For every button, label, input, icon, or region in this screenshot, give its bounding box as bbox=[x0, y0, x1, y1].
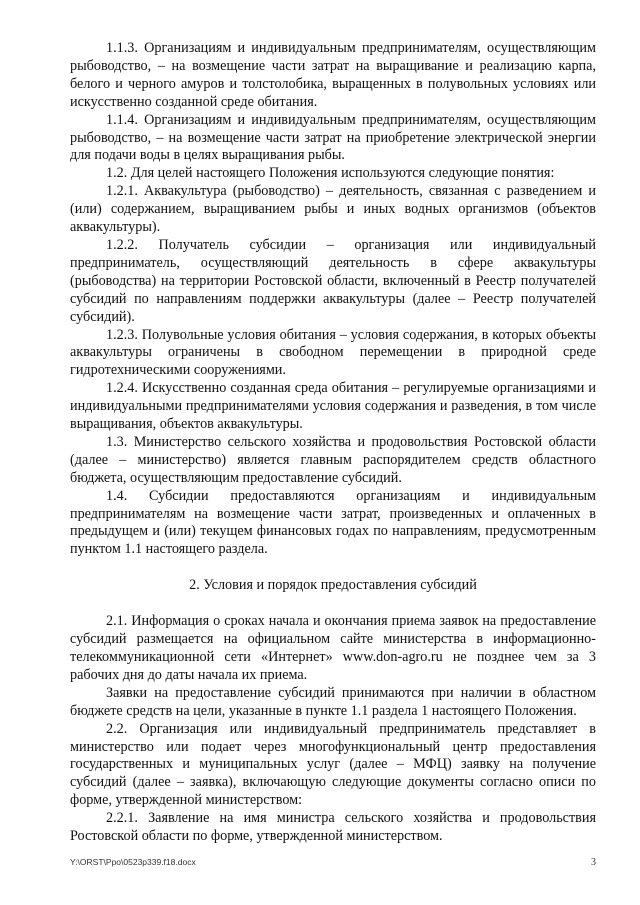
paragraph-1-1-4: 1.1.4. Организациям и индивидуальным предпринимателям, осуществляющим рыбоводство, – на возмещение части затрат на приобретение электрической энергии для подачи воды в целях выращивания рыбы. bbox=[70, 111, 596, 164]
section-heading: 2. Условия и порядок предоставления субсидий bbox=[189, 577, 477, 594]
page-number: 3 bbox=[591, 857, 596, 868]
file-path: Y:\ORST\Ppo\0523p339.f18.docx bbox=[70, 857, 196, 867]
paragraph-1-3: 1.3. Министерство сельского хозяйства и продовольствия Ростовской области (далее – министерство) является главным распорядителем средств областного бюджета, осуществляющим предоставление субсидий. bbox=[70, 433, 596, 486]
paragraph-1-1-3: 1.1.3. Организациям и индивидуальным предпринимателям, осуществляющим рыбоводство, – на возмещение части затрат на выращивание и реализацию карпа, белого и черного амуров и толстолобика, выращенных в полувольных условиях или искусственно созданной среде обитания. bbox=[70, 40, 596, 110]
paragraph-1-2-3: 1.2.3. Полувольные условия обитания – условия содержания, в которых объекты аквакультуры ограничены в свободном перемещении в природной среде гидротехническими сооружениями. bbox=[70, 326, 596, 379]
paragraph-2-1: 2.1. Информация о сроках начала и окончания приема заявок на предоставление субсидий размещается на официальном сайте министерства в информационно-телекоммуникационной сети «Интернет» www.don-agro.ru не позднее чем за 3 рабочих дня до даты начала их приема. bbox=[70, 613, 596, 683]
paragraph-1-4: 1.4. Субсидии предоставляются организациям и индивидуальным предпринимателям на возмещение части затрат, произведенных и оплаченных в предыдущем и (или) текущем финансовых годах по направлениям, предусмотренным пунктом 1.1 настоящего раздела. bbox=[70, 487, 596, 558]
paragraph-1-2-4: 1.2.4. Искусственно созданная среда обитания – регулируемые организациями и индивидуальными предпринимателями условия содержания и разведения, в том числе выращивания, объектов аквакультуры. bbox=[70, 380, 596, 433]
paragraph-2-2-1: 2.2.1. Заявление на имя министра сельского хозяйства и продовольствия Ростовской области по форме, утвержденной министерством. bbox=[70, 810, 596, 845]
paragraph-1-2: 1.2. Для целей настоящего Положения используются следующие понятия: bbox=[106, 165, 555, 182]
paragraph-1-2-1: 1.2.1. Аквакультура (рыбоводство) – деятельность, связанная с разведением и (или) содержанием, выращиванием рыбы и иных водных организмов (объектов аквакультуры). bbox=[70, 183, 596, 236]
document-body bbox=[70, 40, 596, 846]
paragraph-2-2: 2.2. Организация или индивидуальный предприниматель представляет в министерство или подает через многофункциональный центр предоставления государственных и муниципальных услуг (далее – МФЦ) заявку на получение субсидий (далее – заявка), включающую следующие документы согласно описи по форме, утвержденной министерством: bbox=[70, 720, 596, 809]
paragraph-applications: Заявки на предоставление субсидий принимаются при наличии в областном бюджете средств на цели, указанные в пункте 1.1 раздела 1 настоящего Положения. bbox=[70, 684, 596, 719]
paragraph-1-2-2: 1.2.2. Получатель субсидии – организация или индивидуальный предприниматель, осуществляющий деятельность в сфере аквакультуры (рыбоводства) на территории Ростовской области, включенный в Реестр получателей субсидий по направлениям поддержки аквакультуры (далее – Реестр получателей субсидий). bbox=[70, 236, 596, 325]
page-footer bbox=[70, 857, 596, 867]
